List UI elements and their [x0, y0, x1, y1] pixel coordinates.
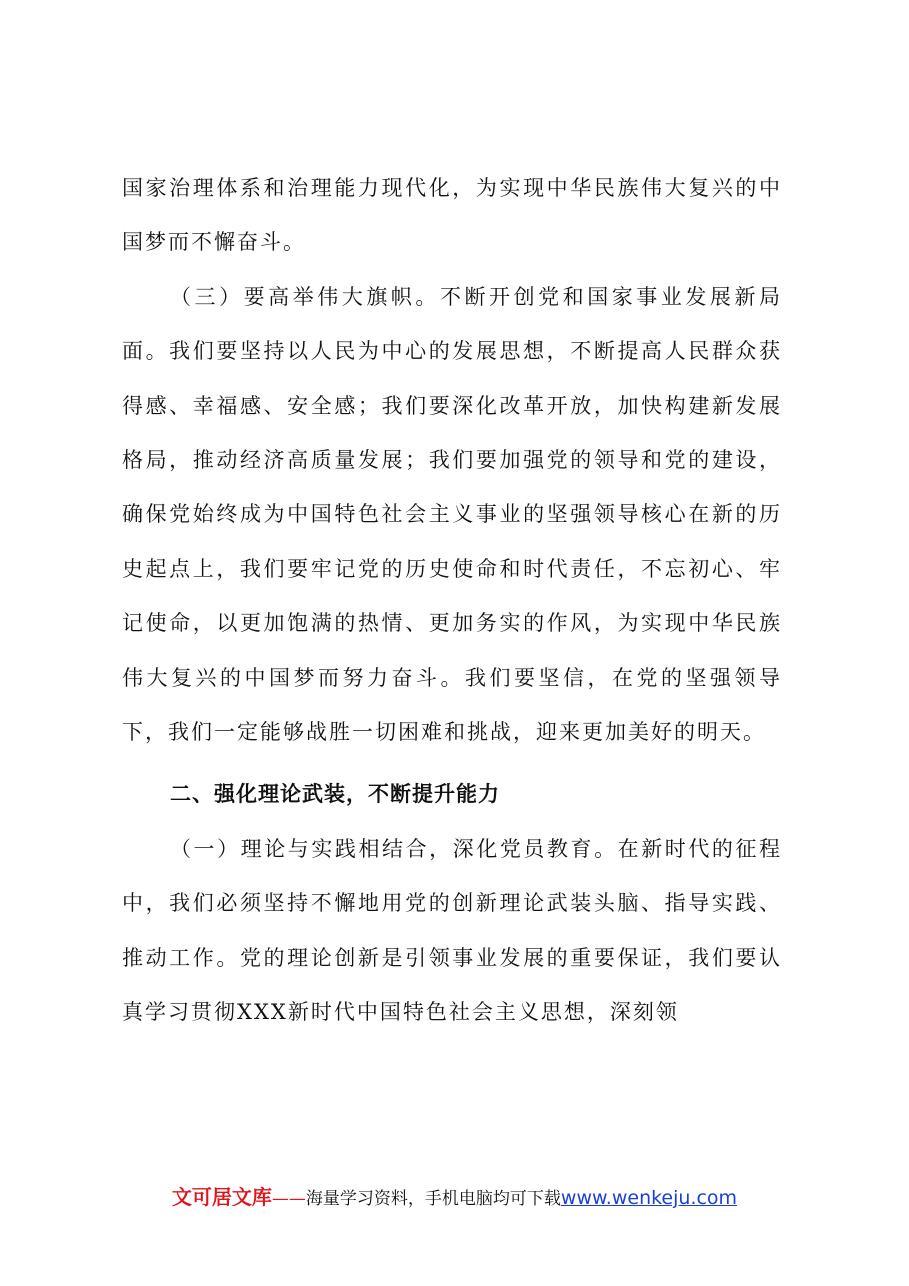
footer-url-link[interactable]: www.wenkeju.com: [560, 1187, 738, 1209]
footer-banner: [0, 1181, 909, 1210]
paragraph-continued: 国家治理体系和治理能力现代化，为实现中华民族伟大复兴的中国梦而不懈奋斗。: [122, 176, 782, 255]
paragraph-section-3: （三）要高举伟大旗帜。不断开创党和国家事业发展新局面。我们要坚持以人民为中心的发展思想，不断提高人民群众获得感、幸福感、安全感；我们要深化改革开放，加快构建新发展格局，推动经济高质量发展；我们要加强党的领导和党的建设，确保党始终成为中国特色社会主义事业的坚强领导核心在新的历史起点上，我们要牢记党的历史使命和时代责任，不忘初心、牢记使命，以更加饱满的热情、更加务实的作风，为实现中华民族伟大复兴的中国梦而努力奋斗。我们要坚信，在党的坚强领导下，我们一定能够战胜一切困难和挑战，迎来更加美好的明天。: [122, 284, 782, 745]
paragraph-subsection-1: （一）理论与实践相结合，深化党员教育。在新时代的征程中，我们必须坚持不懈地用党的创新理论武装头脑、指导实践、推动工作。党的理论创新是引领事业发展的重要保证，我们要认真学习贯彻XXX新时代中国特色社会主义思想，深刻领: [122, 836, 782, 1025]
section-heading-2: 二、强化理论武装，不断提升能力: [170, 782, 500, 807]
footer-dash: ——: [271, 1189, 306, 1209]
footer-brand: 文可居文库: [171, 1185, 272, 1209]
document-body: [122, 161, 782, 1040]
footer-slogan: 海量学习资料，手机电脑均可下载: [305, 1189, 561, 1209]
